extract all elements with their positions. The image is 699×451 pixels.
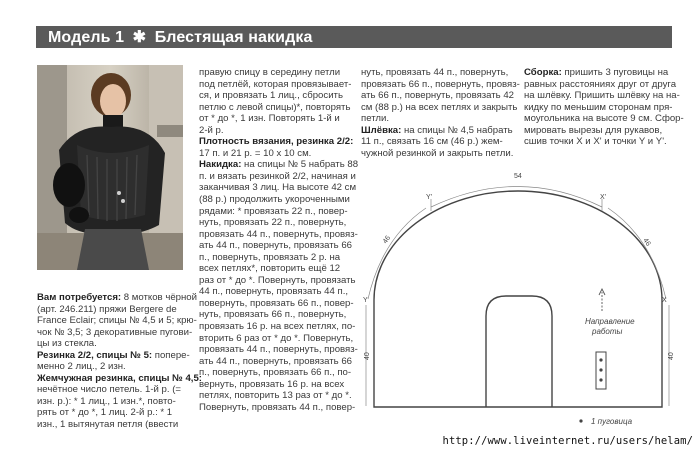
body-text: цы из стекла. [37, 338, 97, 350]
text-line [361, 101, 518, 114]
text-line [199, 90, 349, 102]
section-header [36, 26, 672, 48]
point-x-prime-label: X' [600, 194, 607, 201]
body-text: ать 44 п., повернуть, провязать 66 [199, 355, 353, 367]
text-line [199, 170, 356, 183]
body-text: 17 п. и 21 р. = 10 х 10 см. [199, 147, 312, 159]
text-line [199, 401, 356, 414]
text-line [199, 309, 349, 321]
left-side-label: 40 [364, 352, 371, 360]
text-line [199, 182, 357, 194]
text-line [199, 102, 349, 114]
text-line [199, 228, 358, 241]
body-text: вернуть, провязать 16 р. на всех [199, 378, 345, 390]
text-line [199, 367, 352, 379]
cape-outline [374, 191, 662, 407]
materials-column [37, 292, 202, 431]
text-line [37, 326, 193, 339]
body-text: попере- [152, 349, 190, 361]
text-line [199, 136, 354, 148]
text-line [199, 159, 359, 171]
point-y-label: Y [363, 297, 368, 304]
point-y-prime-label: Y' [426, 194, 433, 201]
text-line [361, 90, 515, 102]
text-line [524, 113, 684, 125]
right-arc-label: 46 [641, 237, 652, 248]
body-text: петлях, повторить 13 раз от * до *. [199, 390, 352, 402]
bold-heading: Шлёвка: [361, 124, 402, 136]
right-arc-measure [608, 208, 666, 299]
body-text: нуть, провязать 66 п., повернуть, [199, 309, 347, 321]
body-text: провязать 16 р. на всех петлях, по- [199, 321, 356, 333]
body-text: мировать вырезы для рукавов, [524, 124, 663, 136]
body-text: раз от * до *. Повернуть, провязать [199, 274, 356, 286]
bold-heading: Вам потребуется: [37, 292, 122, 303]
text-line [524, 78, 677, 91]
body-text: (88 р.) продолжить укороченными [199, 194, 350, 206]
text-line [199, 252, 349, 264]
direction-label-line2: работы [592, 327, 623, 336]
body-text: ся, и провязать 1 лиц., сбросить [199, 90, 343, 102]
instructions-column [199, 67, 359, 413]
text-line [361, 78, 520, 91]
text-line [199, 286, 349, 298]
body-text: чужной резинкой и закрыть петли. [361, 147, 514, 159]
pattern-title: Блестящая накидка [154, 29, 313, 46]
text-line [37, 361, 184, 373]
button-dot-icon [599, 358, 602, 361]
body-text: провязать 44 п., повернуть, провяз- [199, 344, 358, 356]
bold-heading: Сборка: [524, 67, 562, 78]
body-text: повернуть, провязать 66 п., повер- [199, 297, 354, 309]
body-text: под петлёй, которая провязывает- [199, 78, 352, 90]
body-text: от * до *, 1 изн. Повторять 1-й и [199, 113, 340, 125]
body-text: моугольника на высоте 9 см. Сфор- [524, 113, 684, 125]
body-text: нуть, провязать 44 п., повернуть, [361, 67, 509, 78]
text-line [361, 67, 511, 79]
model-photo [37, 65, 183, 270]
finishing-column [361, 67, 520, 159]
body-text: (арт. 246.211) пряжи Bergere de [37, 303, 177, 315]
body-text: сшив точки X и X' и точки Y и Y'. [524, 136, 667, 148]
text-line [199, 67, 349, 79]
text-line [361, 136, 511, 148]
text-line [37, 396, 184, 408]
text-line [199, 297, 354, 310]
body-text: рядами: * провязать 22 п., повер- [199, 205, 348, 217]
body-text: нечётное число петель. 1-й р. (= [37, 384, 181, 396]
text-line [199, 321, 356, 333]
text-line [199, 78, 352, 91]
inner-cutout [486, 296, 552, 407]
body-text: провязать 44 п., повернуть, провяз- [199, 228, 358, 240]
bold-heading: Жемчужная резинка, спицы № 4,5: [37, 372, 202, 384]
right-side-label: 40 [668, 352, 675, 360]
body-text: заканчивая 3 лиц. На высоте 42 см [199, 182, 357, 194]
body-text: п., повернуть, провязать 2 р. на [199, 251, 341, 263]
text-line [199, 355, 353, 368]
top-width-label: 54 [514, 173, 522, 180]
body-text: всех петлях*, повторить ещё 12 [199, 263, 341, 275]
text-line [524, 67, 674, 79]
body-text: правую спицу в середину петли [199, 67, 341, 78]
body-text: нуть, провязать 22 п., повернуть, [199, 217, 347, 229]
pattern-diagram-svg [360, 168, 690, 433]
button-legend-label: 1 пуговица [591, 417, 633, 426]
text-line [199, 390, 352, 402]
body-text: 2-й р. [199, 124, 224, 136]
text-line [37, 419, 184, 431]
direction-label-line1: Направление [585, 317, 635, 326]
text-line [37, 384, 184, 396]
body-text: 11 п., связать 16 см (46 р.) жем- [361, 136, 503, 148]
body-text: провязать 66 п., повернуть, провяз- [361, 78, 520, 90]
model-photo-illustration [37, 65, 183, 270]
text-line [199, 263, 349, 275]
text-line [199, 148, 349, 160]
bold-heading: Плотность вязания, резинка 2/2: [199, 136, 354, 148]
body-text: см (88 р.) на всех петлях и закрыть [361, 101, 518, 113]
text-line [524, 90, 680, 102]
model-label: Модель 1 [48, 29, 125, 46]
body-text: на шлёвку. Пришить шлёвку на на- [524, 90, 680, 102]
body-text: рять от * до *, 1 лиц. 2-й р.: * 1 [37, 407, 173, 419]
text-line [37, 304, 184, 316]
top-measure-line [431, 187, 602, 208]
header-title [36, 27, 312, 47]
text-line [199, 113, 349, 125]
body-text: равных расстояниях друг от друга [524, 78, 677, 90]
body-text: вторить 6 раз от * до *. Повернуть, [199, 332, 354, 344]
direction-arrow-icon [599, 289, 605, 311]
body-text: на спицы № 4,5 набрать [401, 124, 513, 136]
body-text: петли. [361, 113, 390, 125]
bold-heading: Накидка: [199, 159, 242, 171]
text-line [199, 240, 353, 252]
text-line [199, 379, 349, 391]
button-legend-icon [579, 419, 582, 422]
text-line [37, 349, 190, 362]
text-line [524, 136, 674, 148]
left-arc-label: 46 [381, 234, 393, 246]
text-line [199, 332, 354, 345]
text-line [37, 315, 197, 327]
text-line [199, 194, 349, 206]
text-line [37, 292, 197, 304]
text-line [37, 372, 202, 385]
text-line [37, 407, 184, 419]
assembly-column [524, 67, 684, 148]
point-x-label: X [662, 297, 667, 304]
text-line [199, 125, 349, 137]
bold-heading: Резинка 2/2, спицы № 5: [37, 349, 153, 361]
button-dot-icon [599, 368, 602, 371]
body-text: изн., 1 вытянутая петля (ввести [37, 419, 179, 431]
body-text: кидку по меньшим сторонам пря- [524, 101, 673, 113]
body-text: France Eclair; спицы № 4,5 и 5; крю- [37, 315, 197, 327]
body-text: п. и вязать резинкой 2/2, начиная и [199, 170, 356, 182]
star-icon: ✱ [132, 29, 147, 46]
body-text: п., повернуть, провязать 66 п., по- [199, 367, 352, 379]
body-text: 44 п., повернуть, провязать 44 п., [199, 286, 349, 298]
text-line [199, 217, 349, 229]
body-text: пришить 3 пуговицы на [561, 67, 669, 78]
text-line [524, 125, 674, 137]
text-line [361, 113, 511, 125]
body-text: чок № 3,5; 3 декоративные пугови- [37, 326, 193, 338]
body-text: на спицы № 5 набрать 88 [241, 159, 359, 171]
text-line [361, 125, 511, 137]
text-line [37, 338, 184, 350]
text-line [524, 102, 674, 114]
text-line [361, 147, 514, 160]
pattern-diagram [360, 168, 690, 433]
body-text: ать 44 п., повернуть, провязать 66 [199, 240, 353, 252]
text-line [199, 344, 358, 356]
body-text: Повернуть, провязать 44 п., повер- [199, 401, 356, 413]
body-text: 8 мотков чёрной [121, 292, 197, 303]
text-line [199, 206, 349, 218]
button-dot-icon [599, 378, 602, 381]
body-text: ать 66 п., повернуть, провязать 42 [361, 90, 515, 102]
watermark-url: http://www.liveinternet.ru/users/helam/ [442, 435, 693, 447]
body-text: менно 2 лиц., 2 изн. [37, 361, 126, 373]
body-text: изн. р.): * 1 лиц., 1 изн.*, повто- [37, 395, 176, 407]
body-text: петлю с левой спицы)*, повторять [199, 101, 351, 113]
text-line [199, 274, 356, 287]
